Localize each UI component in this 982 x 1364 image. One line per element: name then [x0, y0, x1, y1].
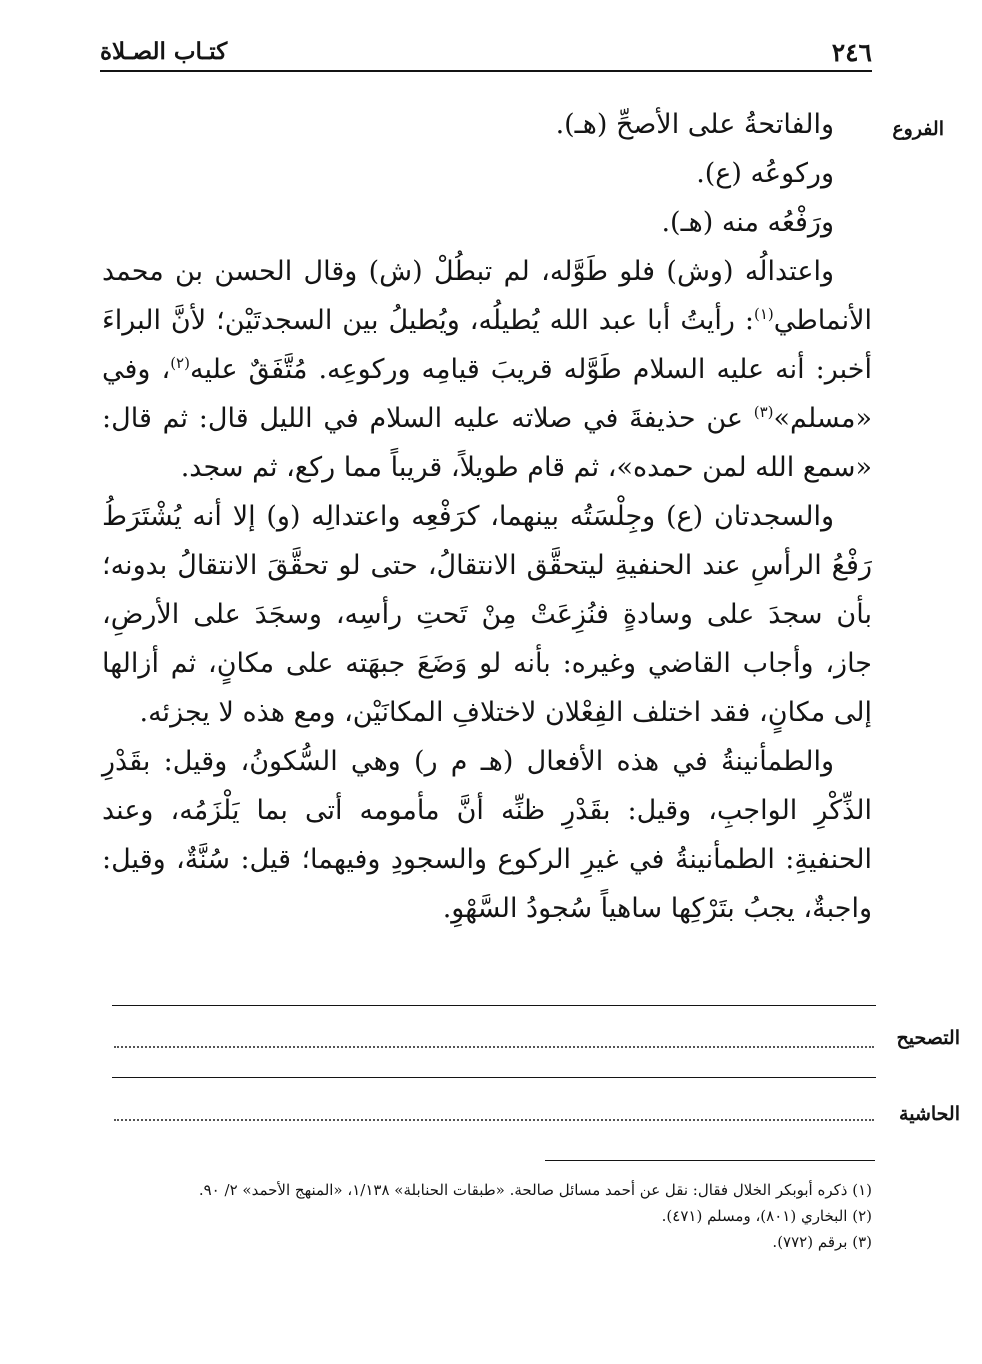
footnote-ref-1[interactable]: (١) — [753, 305, 774, 323]
tashih-top-rule — [112, 1005, 876, 1006]
tashih-label: التصحيح — [896, 1027, 960, 1049]
paragraph-itidal — [102, 247, 872, 492]
paragraph-text: : رأيتُ أبا عبد الله يُطيلُه، ويُطيلُ بين السجدتَيْن؛ لأنَّ البراءَ أخبر: أنه عليه السلام طَوَّله قريبَ قيامِه وركوعِه. مُتَّفَقٌ عليه — [102, 305, 872, 385]
footnote-3: (٣) برقم (٧٧٢). — [772, 1233, 872, 1251]
tashih-dotted-line — [114, 1046, 874, 1048]
paragraph-text: ، وفي «مسلم» — [102, 354, 872, 434]
text-line-fatiha: والفاتحةُ على الأصحِّ (هـ). — [555, 109, 834, 140]
footnote-ref-3[interactable]: (٣) — [753, 403, 774, 421]
footnote-rule — [545, 1160, 875, 1161]
paragraph-sajdatan: والسجدتان (ع) وجِلْسَتُه بينهما، كرَفْعِه واعتدالِه (و) إلا أنه يُشْتَرَطُ رَفْعُ الرأسِ عند الحنفيةِ ليتحقَّق الانتقالُ، حتى لو تحقَّقَ الانتقالُ بدونه؛ بأن سجدَ على وسادةٍ فنُزِعَتْ مِنْ تَحتِ رأسِه، وسجَدَ على الأرضِ، جاز، وأجاب القاضي وغيره: بأنه لو وَضَعَ جبهَته على مكانٍ، ثم أزالها إلى مكانٍ، فقد اختلف الفِعْلان لاختلافِ المكانَيْن، ومع هذه لا يجزئه. — [102, 501, 872, 728]
paragraph-text: واعتدالُه (وش) فلو طَوَّله، لم تبطُلْ (ش) وقال الحسن بن محمد الأنماطي — [102, 256, 872, 336]
header-rule — [100, 70, 872, 72]
text-line-rafu: ورَفْعُه منه (هـ). — [661, 207, 834, 238]
running-title: كتـاب الصـلاة — [100, 38, 228, 65]
footnote-ref-2[interactable]: (٢) — [170, 354, 190, 372]
footnotes — [102, 1177, 872, 1255]
hashiya-top-rule — [112, 1077, 876, 1078]
page-number: ٢٤٦ — [831, 38, 872, 67]
footnote-1: (١) ذكره أبوبكر الخلال فقال: نقل عن أحمد مسائل صالحة. «طبقات الحنابلة» ١/١٣٨، «المنهج الأحمد» ٢/ ٩٠. — [198, 1181, 872, 1199]
hashiya-label: الحاشية — [899, 1103, 960, 1125]
page-header — [100, 38, 872, 68]
main-text — [102, 100, 872, 933]
hashiya-dotted-line — [114, 1119, 874, 1121]
footnote-2: (٢) البخاري (٨٠١)، ومسلم (٤٧١). — [661, 1207, 872, 1225]
text-line-ruku: وركوعُه (ع). — [696, 158, 834, 189]
paragraph-text: عن حذيفةَ في صلاته عليه السلام في الليل قال: ثم قال: «سمع الله لمن حمده»، ثم قام طويلاً، قريباً مما ركع، ثم سجد. — [102, 403, 872, 483]
furu-label: الفروع — [892, 118, 944, 140]
paragraph-tumaanina: والطمأنينةُ في هذه الأفعال (هـ م ر) وهي السُّكونُ، وقيل: بقَدْرِ الذِّكْرِ الواجبِ، وقيل: بقَدْرِ ظنِّه أنَّ مأمومه أتى بما يَلْزَمُه، وعند الحنفيةِ: الطمأنينةُ في غيرِ الركوع والسجودِ وفيهما؛ قيل: سُنَّةٌ، وقيل: واجبةٌ، يجبُ بتَرْكِها ساهياً سُجودُ السَّهْوِ. — [102, 746, 872, 924]
